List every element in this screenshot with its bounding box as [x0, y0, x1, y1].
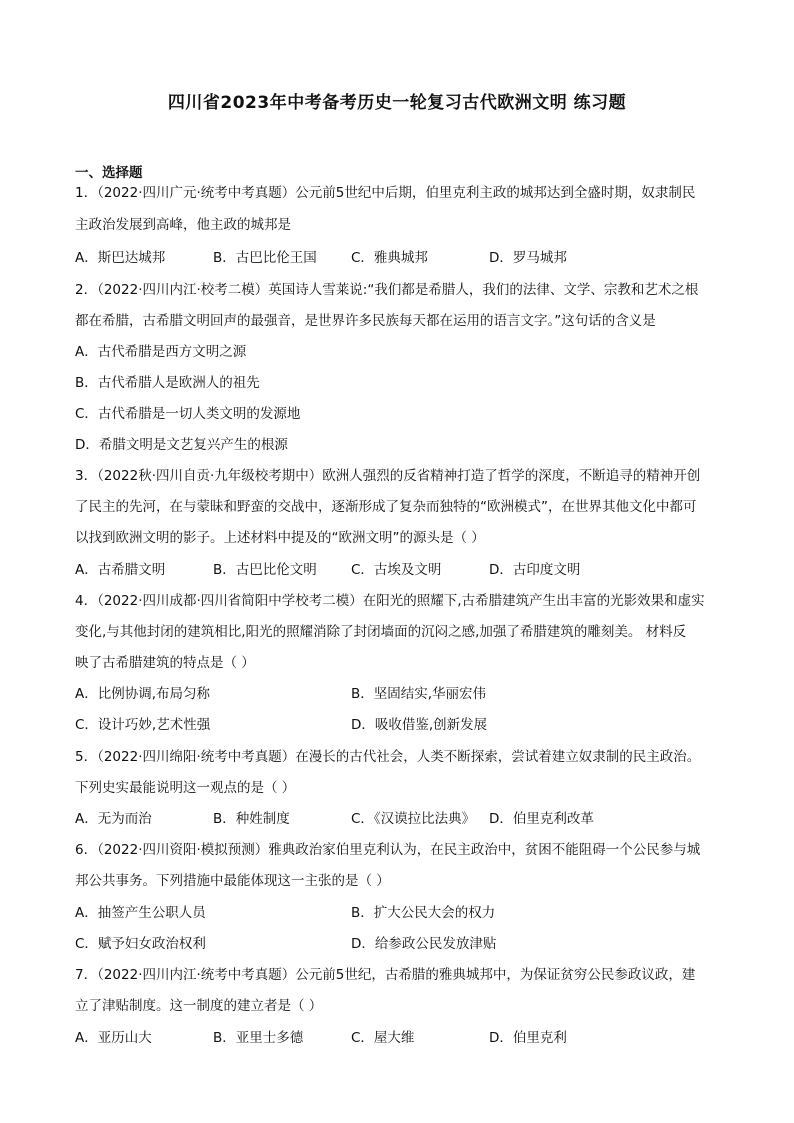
option-b[interactable]: B．坚固结实,华丽宏伟 [351, 686, 487, 702]
question-text: 以找到欧洲文明的影子。上述材料中提及的“欧洲文明”的源头是（ ） [75, 530, 485, 546]
option-d[interactable]: D．罗马城邦 [489, 250, 567, 266]
option-c[interactable]: C．雅典城邦 [351, 250, 428, 266]
question-text: 2．（2022·四川内江·校考二模）英国诗人雪莱说:“我们都是希腊人，我们的法律、文学、宗教和艺术之根 [75, 282, 699, 298]
option-c[interactable]: C．《汉谟拉比法典》 [351, 811, 476, 827]
option-a[interactable]: A．比例协调,布局匀称 [75, 686, 211, 702]
question-text: 邦公共事务。下列措施中最能体现这一主张的是（ ） [75, 873, 390, 889]
page-title: 四川省2023年中考备考历史一轮复习古代欧洲文明 练习题 [167, 93, 627, 113]
option-d[interactable]: D．古印度文明 [489, 562, 581, 578]
option-d[interactable]: D．吸收借鉴,创新发展 [351, 717, 488, 733]
option-c[interactable]: C．屋大维 [351, 1030, 415, 1046]
question-text: 立了津贴制度。这一制度的建立者是（ ） [75, 998, 323, 1014]
section-heading: 一、选择题 [75, 165, 143, 181]
option-b[interactable]: B．亚里士多德 [213, 1030, 304, 1046]
option-a[interactable]: A．亚历山大 [75, 1030, 152, 1046]
option-b[interactable]: B．古巴比伦文明 [213, 562, 317, 578]
option-d[interactable]: D．伯里克利改革 [489, 811, 594, 827]
option-c[interactable]: C．赋予妇女政治权利 [75, 936, 206, 952]
question-text: 6．（2022·四川资阳·模拟预测）雅典政治家伯里克利认为，在民主政治中，贫困不能阻碍一个公民参与城 [75, 842, 701, 858]
option-c[interactable]: C．古埃及文明 [351, 562, 442, 578]
question-text: 7．（2022·四川内江·统考中考真题）公元前5世纪，古希腊的雅典城邦中，为保证贫穷公民参政议政，建 [75, 967, 696, 983]
option-d[interactable]: D．伯里克利 [489, 1030, 567, 1046]
question-text: 主政治发展到高峰，他主政的城邦是 [75, 217, 291, 233]
question-text: 下列史实最能说明这一观点的是（ ） [75, 780, 296, 796]
option-d[interactable]: D．给参政公民发放津贴 [351, 936, 497, 952]
question-text: 变化,与其他封闭的建筑相比,阳光的照耀消除了封闭墙面的沉闷之感,加强了希腊建筑的雕刻美。 材料反 [75, 624, 687, 640]
option-b[interactable]: B．古代希腊人是欧洲人的祖先 [75, 375, 260, 391]
option-a[interactable]: A．斯巴达城邦 [75, 250, 166, 266]
option-b[interactable]: B．扩大公民大会的权力 [351, 905, 496, 921]
question-text: 5．（2022·四川绵阳·统考中考真题）在漫长的古代社会，人类不断探索，尝试着建立奴隶制的民主政治。 [75, 749, 701, 765]
question-text: 映了古希腊建筑的特点是（ ） [75, 655, 255, 671]
option-b[interactable]: B．古巴比伦王国 [213, 250, 317, 266]
question-text: 3．（2022秋·四川自贡·九年级校考期中）欧洲人强烈的反省精神打造了哲学的深度，不断追寻的精神开创 [75, 468, 701, 484]
option-a[interactable]: A．抽签产生公职人员 [75, 905, 206, 921]
question-text: 了民主的先河，在与蒙昧和野蛮的交战中，逐渐形成了复杂而独特的“欧洲模式”，在世界其他文化中都可 [75, 499, 697, 515]
option-a[interactable]: A．古代希腊是西方文明之源 [75, 344, 247, 360]
question-text: 都在希腊，古希腊文明回声的最强音，是世界许多民族每天都在运用的语言文字。”这句话的含义是 [75, 313, 656, 329]
option-c[interactable]: C．设计巧妙,艺术性强 [75, 717, 211, 733]
option-c[interactable]: C．古代希腊是一切人类文明的发源地 [75, 406, 301, 422]
option-a[interactable]: A．古希腊文明 [75, 562, 166, 578]
question-text: 1．（2022·四川广元·统考中考真题）公元前5世纪中后期，伯里克利主政的城邦达到全盛时期，奴隶制民 [75, 185, 696, 201]
question-text: 4．（2022·四川成都·四川省简阳中学校考二模）在阳光的照耀下,古希腊建筑产生出丰富的光影效果和虚实 [75, 593, 705, 609]
option-a[interactable]: A．无为而治 [75, 811, 152, 827]
option-b[interactable]: B．种姓制度 [213, 811, 290, 827]
option-d[interactable]: D．希腊文明是文艺复兴产生的根源 [75, 437, 288, 453]
